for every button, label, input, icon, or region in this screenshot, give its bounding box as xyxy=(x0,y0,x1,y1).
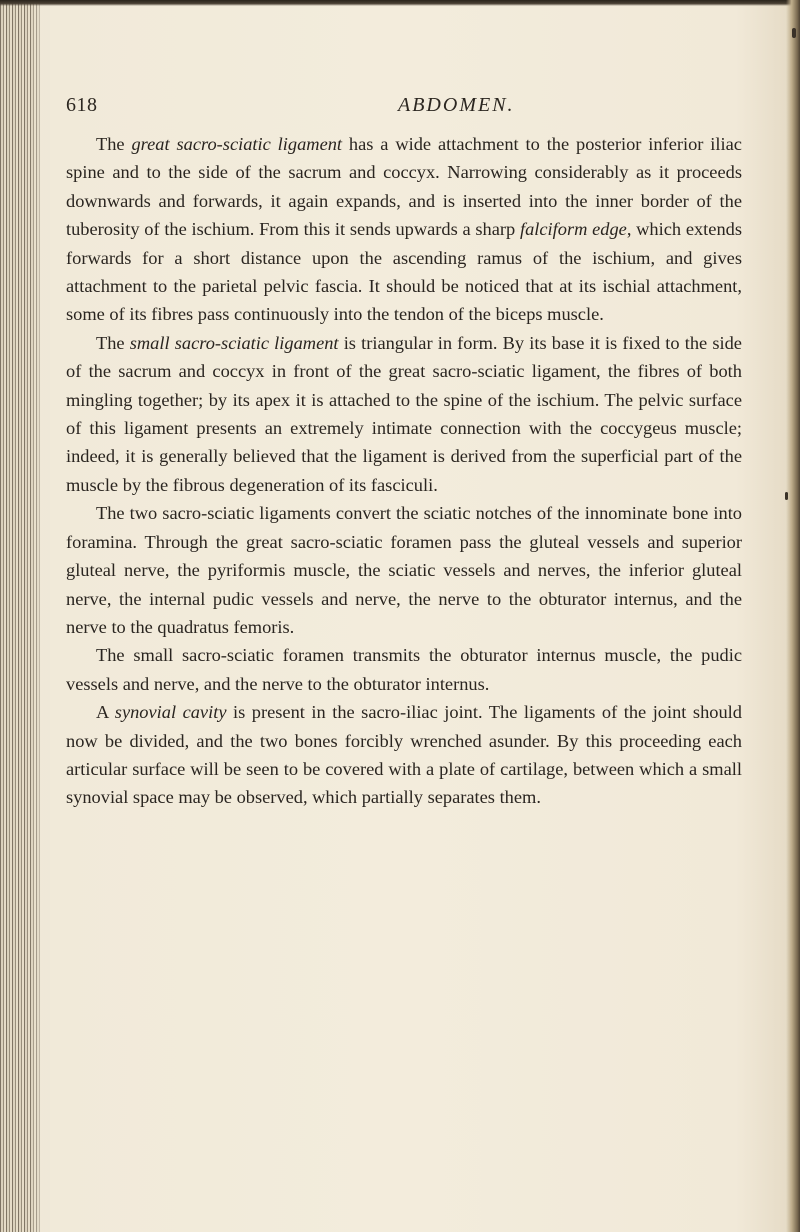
running-head: ABDOMEN. xyxy=(398,94,515,116)
paragraph xyxy=(66,130,742,329)
italic-term: small sacro-sciatic ligament xyxy=(129,332,339,353)
text-span: is present in the sacro-iliac joint. The ligaments of the joint should now be divided, and the two bones forcibly wrenched asunder. By this proceeding each articular surface will be seen to be covered with a plate of cartilage, between which a small synovial space may be observed, which partially separates them. xyxy=(66,702,742,808)
edge-mark xyxy=(792,28,796,38)
edge-mark xyxy=(785,492,788,500)
paragraph xyxy=(66,329,742,499)
top-page-edge xyxy=(0,0,800,6)
paragraph xyxy=(66,641,742,698)
text-span: A xyxy=(96,702,115,723)
text-span: The two sacro-sciatic ligaments convert the sciatic notches of the innominate bone into foramina. Through the great sacro-sciatic foramen pass the gluteal vessels and superior gluteal nerve, the pyriformis muscle, the sciatic vessels and nerves, the inferior gluteal nerve, the internal pudic vessels and nerve, the nerve to the obturator internus, and the nerve to the quadratus femoris. xyxy=(66,503,742,637)
page-header xyxy=(66,94,742,120)
paragraph xyxy=(66,698,742,812)
text-span: The small sacro-sciatic foramen transmits the obturator internus muscle, the pudic vessels and nerve, and the nerve to the obturator internus. xyxy=(66,645,742,694)
page-number: 618 xyxy=(66,94,98,116)
body-text xyxy=(66,130,742,812)
text-span: , which extends forwards for a short distance upon the ascending ramus of the ischium, and gives attachment to the parietal pelvic fascia. It should be noticed that at its ischial attachment, some of its fibres pass continuously into the tendon of the biceps muscle. xyxy=(66,219,742,325)
text-span: has a wide attachment to the posterior inferior iliac spine and to the side of the sacrum and coccyx. Narrowing considerably as it proceeds downwards and forwards, it again expands, and is inserted into the inner border of the tuberosity of the ischium. From this it sends upwards a sharp xyxy=(66,134,742,240)
text-span: is triangular in form. By its base it is fixed to the side of the sacrum and coccyx in front of the great sacro-sciatic ligament, the fibres of both mingling together; by its apex it is attached to the spine of the ischium. The pelvic surface of this ligament presents an extremely intimate connection with the coccygeus muscle; indeed, it is generally believed that the ligament is derived from the superficial part of the muscle by the fibrous degeneration of its fasciculi. xyxy=(66,332,742,495)
italic-term: falciform edge xyxy=(519,219,627,240)
italic-term: synovial cavity xyxy=(114,702,227,723)
binding-shadow xyxy=(30,0,50,1232)
paragraph xyxy=(66,499,742,641)
right-page-edge xyxy=(786,0,800,1232)
text-span: The xyxy=(96,332,130,353)
text-span: The xyxy=(96,134,132,154)
italic-term: great sacro-sciatic ligament xyxy=(131,134,343,154)
